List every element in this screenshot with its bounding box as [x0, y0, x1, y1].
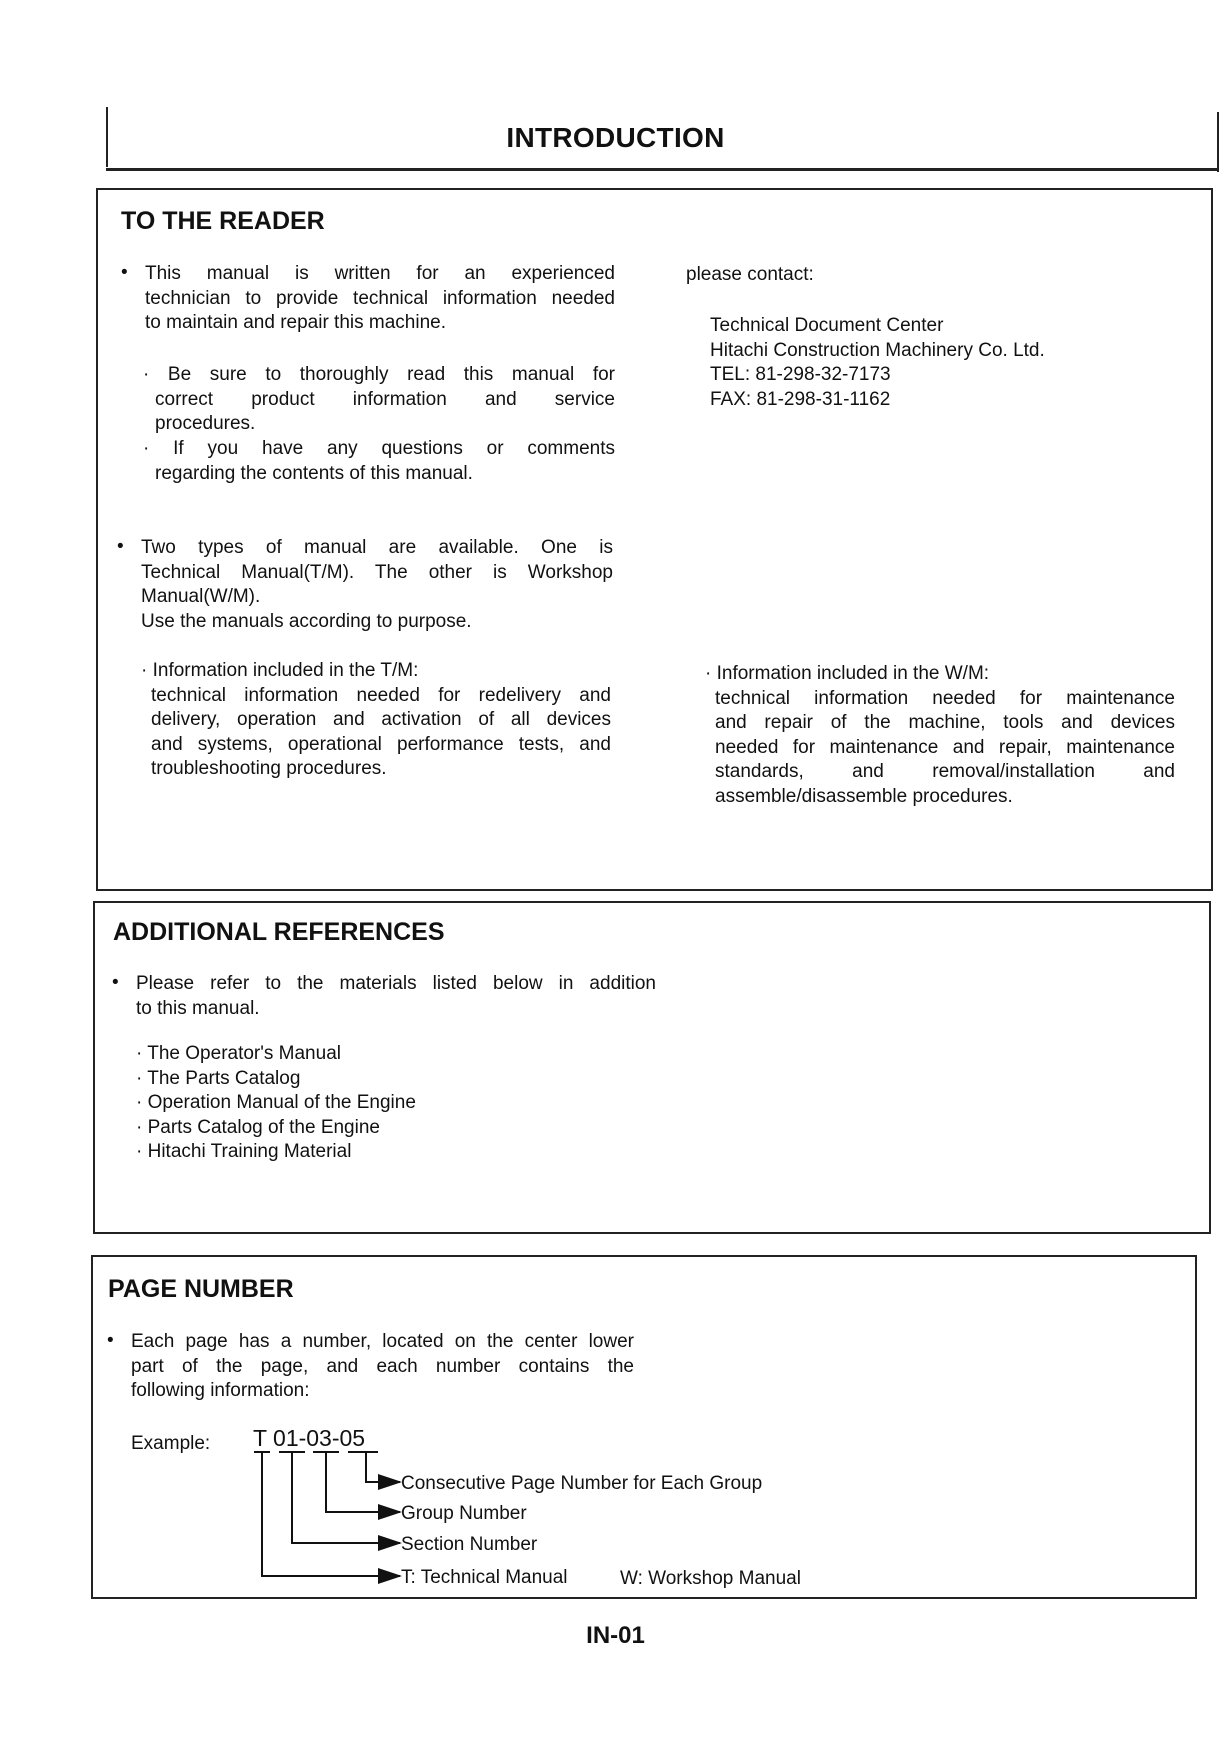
contact-line: FAX: 81-298-31-1162: [710, 388, 891, 410]
types-line: Manual(W/M).: [141, 586, 261, 607]
page-number-intro-line: part of the page, and each number contains the: [131, 1355, 634, 1377]
reference-item: · Hitachi Training Material: [136, 1141, 352, 1162]
bullet-icon: •: [112, 972, 119, 993]
reader-intro-line: to maintain and repair this machine.: [145, 312, 446, 333]
wm-line: standards, and removal/installation and: [715, 761, 1175, 782]
wm-line: and repair of the machine, tools and devices: [715, 712, 1175, 733]
note-line: regarding the contents of this manual.: [155, 462, 473, 484]
contact-line: Hitachi Construction Machinery Co. Ltd.: [710, 339, 1045, 361]
bullet-icon: •: [107, 1330, 114, 1351]
tm-line: troubleshooting procedures.: [151, 758, 387, 779]
connector-technical: [262, 1452, 400, 1576]
label-workshop: W: Workshop Manual: [620, 1568, 801, 1589]
reader-intro-line: This manual is written for an experienced: [145, 263, 615, 284]
references-heading: ADDITIONAL REFERENCES: [113, 918, 445, 946]
reference-item: · Operation Manual of the Engine: [136, 1092, 416, 1113]
page-number-intro-line: following information:: [131, 1380, 310, 1401]
types-line: Two types of manual are available. One is: [141, 537, 613, 558]
wm-line: · Information included in the W/M:: [705, 663, 990, 684]
tm-line: · Information included in the T/M:: [141, 660, 419, 681]
types-line: Use the manuals according to purpose.: [141, 610, 472, 632]
reference-item: · The Parts Catalog: [136, 1067, 301, 1089]
note-line: correct product information and service: [155, 388, 615, 410]
connector-consecutive: [366, 1452, 400, 1482]
wm-line: needed for maintenance and repair, maintenance: [715, 736, 1175, 758]
label-consecutive: Consecutive Page Number for Each Group: [401, 1473, 763, 1494]
page-number-intro-line: Each page has a number, located on the center lower: [131, 1331, 634, 1352]
contact-lead: please contact:: [686, 264, 814, 285]
note-line: · If you have any questions or comments: [143, 438, 615, 459]
page-number-heading: PAGE NUMBER: [108, 1275, 294, 1303]
tm-line: technical information needed for redelivery and: [151, 684, 611, 706]
reference-item: · Parts Catalog of the Engine: [136, 1116, 380, 1138]
label-technical: T: Technical Manual: [401, 1567, 568, 1588]
wm-line: assemble/disassemble procedures.: [715, 785, 1013, 807]
example-label: Example:: [131, 1433, 211, 1454]
page-title: INTRODUCTION: [506, 122, 725, 153]
page-number: IN-01: [586, 1622, 645, 1649]
example-code: T 01-03-05: [253, 1425, 366, 1451]
references-intro-line: Please refer to the materials listed below in addition: [136, 973, 656, 994]
reader-heading: TO THE READER: [121, 207, 325, 235]
reference-item: · The Operator's Manual: [136, 1043, 341, 1064]
types-line: Technical Manual(T/M). The other is Workshop: [141, 561, 613, 583]
bullet-icon: •: [117, 536, 124, 557]
contact-line: TEL: 81-298-32-7173: [710, 364, 891, 385]
connector-section: [292, 1452, 400, 1543]
reader-intro-line: technician to provide technical information needed: [145, 287, 615, 309]
label-section: Section Number: [401, 1534, 538, 1555]
bullet-icon: •: [121, 262, 128, 283]
tm-line: delivery, operation and activation of all devices: [151, 709, 611, 730]
label-group: Group Number: [401, 1503, 527, 1524]
connector-lines: [262, 1452, 400, 1576]
tm-line: and systems, operational performance tests, and: [151, 733, 611, 755]
note-line: procedures.: [155, 413, 256, 434]
note-line: · Be sure to thoroughly read this manual for: [143, 364, 615, 385]
wm-line: technical information needed for maintenance: [715, 687, 1175, 709]
references-intro-line: to this manual.: [136, 997, 260, 1019]
contact-line: Technical Document Center: [710, 315, 944, 336]
